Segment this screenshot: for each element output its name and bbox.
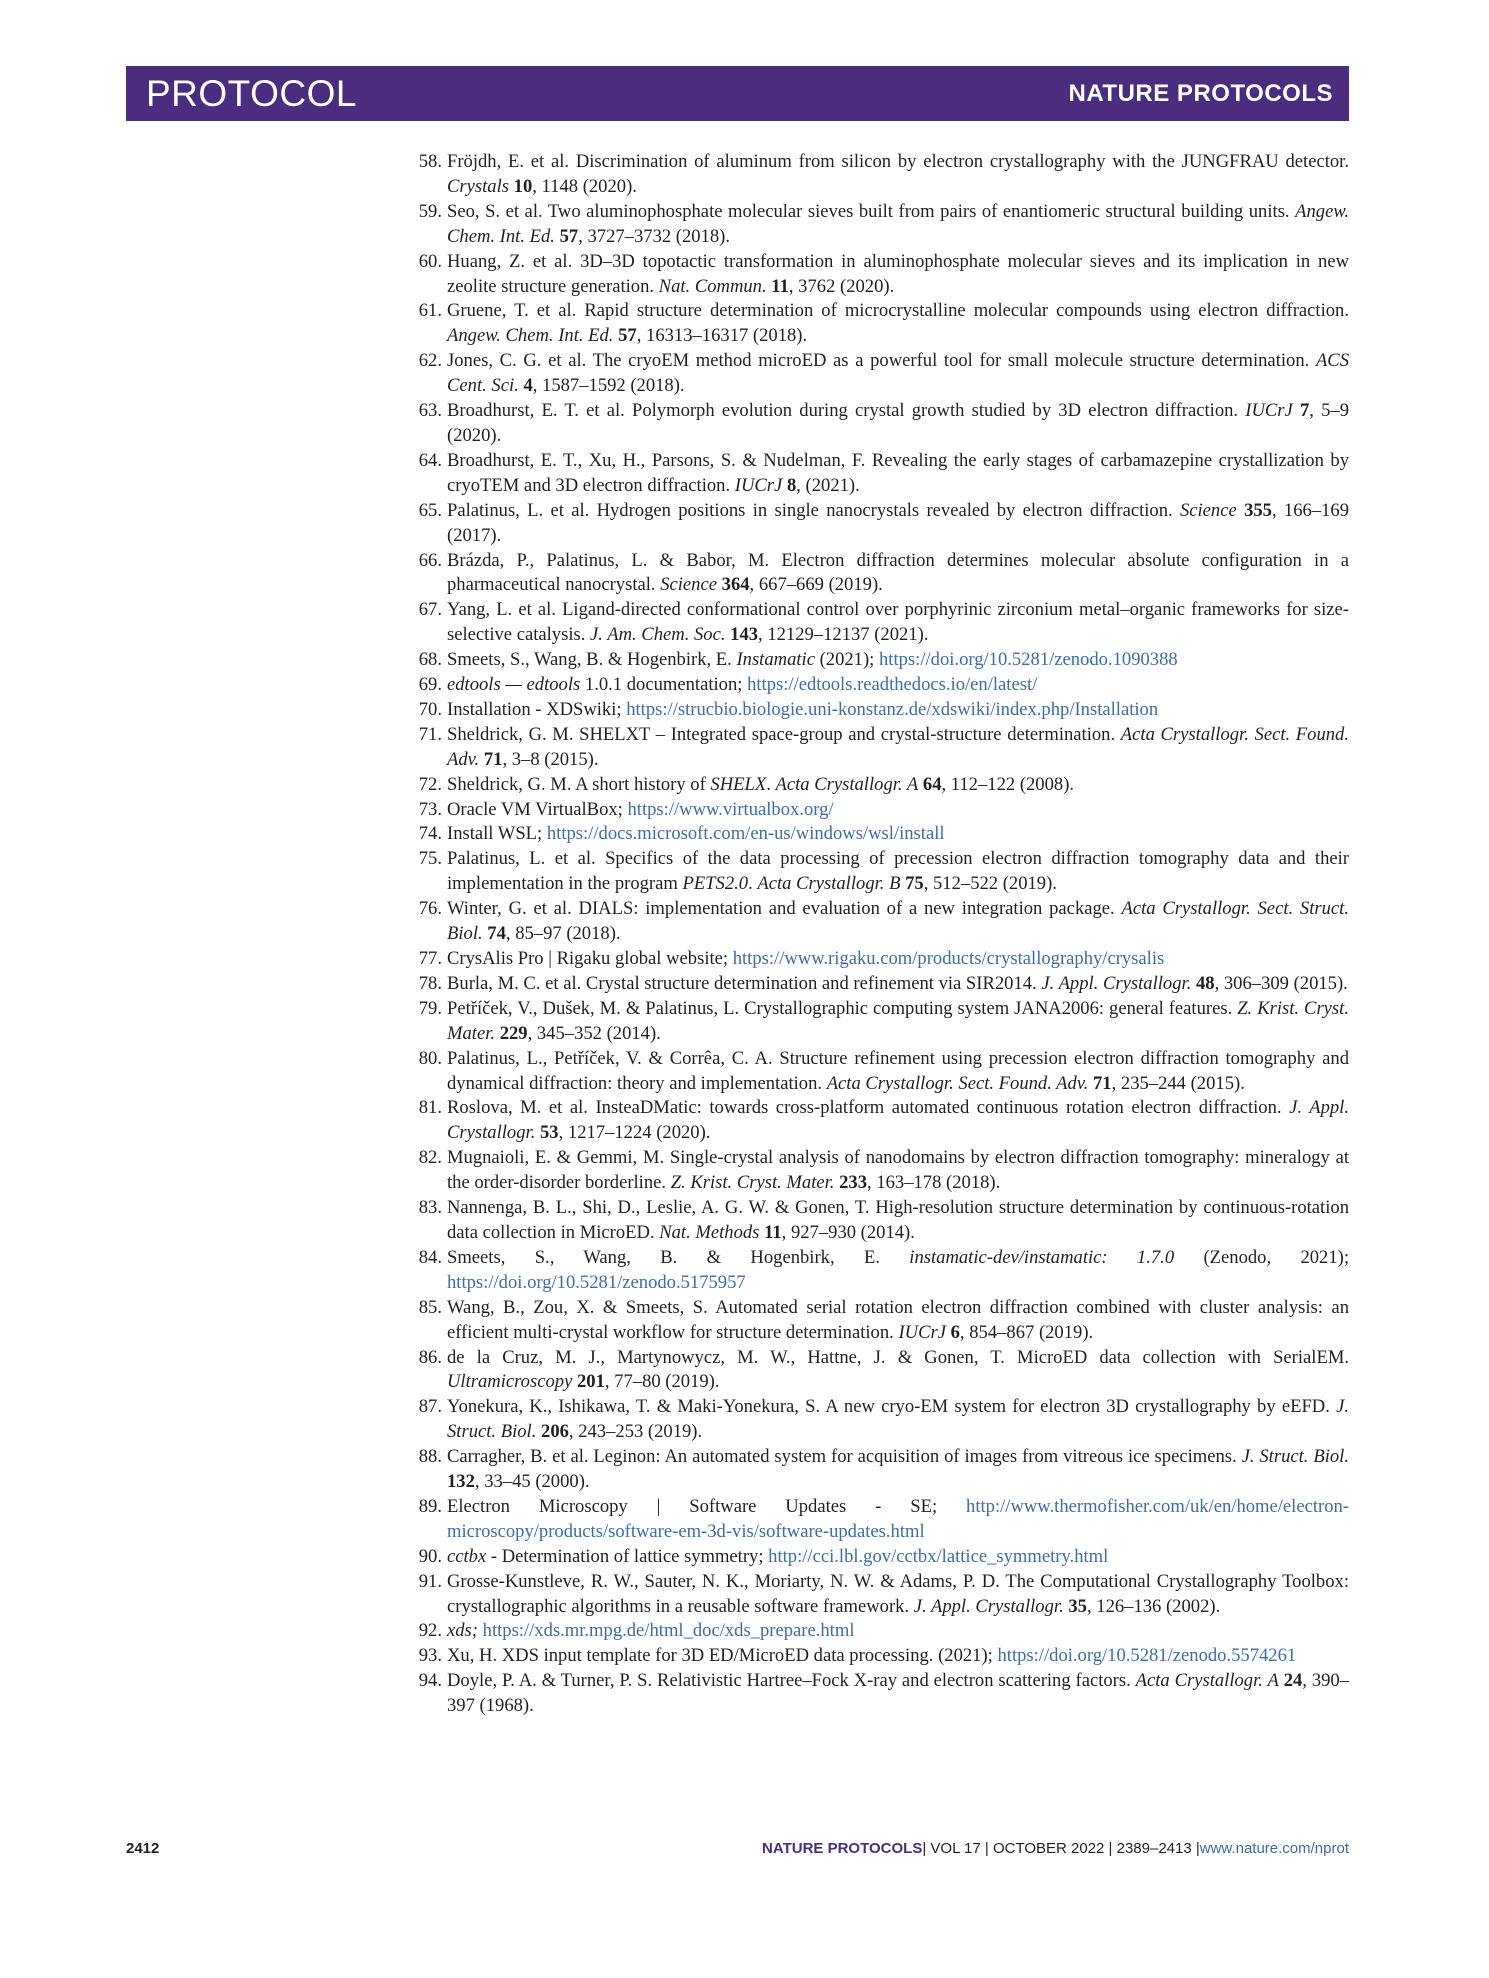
reference-text: Oracle VM VirtualBox; https://www.virtualbox.org/: [447, 798, 834, 820]
reference-item: [410, 1669, 1349, 1719]
reference-number: 66.: [418, 549, 442, 571]
reference-number: 61.: [418, 300, 442, 322]
reference-number: 58.: [418, 151, 442, 172]
reference-number: 76.: [418, 898, 442, 920]
reference-link[interactable]: http://www.thermofisher.com/uk/en/home/electron-microscopy/products/software-em-3d-vis/software-updates.html: [447, 1495, 1349, 1542]
reference-number: 89.: [418, 1495, 442, 1517]
footer-citation: [762, 1840, 1349, 1857]
footer-url[interactable]: www.nature.com/nprot: [1199, 1840, 1349, 1857]
reference-item: [410, 598, 1349, 648]
reference-text: Gruene, T. et al. Rapid structure determination of microcrystalline molecular compounds using electron diffraction. Angew. Chem. Int. Ed. 57, 16313–16317 (2018).: [447, 300, 1349, 347]
reference-text: Winter, G. et al. DIALS: implementation and evaluation of a new integration package. Acta Crystallogr. Sect. Struct. Biol. 74, 85–97 (2018).: [447, 898, 1349, 945]
reference-item: [410, 1570, 1349, 1620]
reference-text: Broadhurst, E. T. et al. Polymorph evolution during crystal growth studied by 3D electron diffraction. IUCrJ 7, 5–9 (2020).: [447, 400, 1350, 446]
reference-item: [410, 1495, 1349, 1545]
reference-text: Electron Microscopy | Software Updates - SE; http://www.thermofisher.com/uk/en/home/electron-microscopy/products/software-em-3d-vis/software-updates.html: [447, 1495, 1349, 1542]
reference-text: Broadhurst, E. T., Xu, H., Parsons, S. & Nudelman, F. Revealing the early stages of carbamazepine crystallization by cryoTEM and 3D electron diffraction. IUCrJ 8, (2021).: [447, 449, 1349, 496]
reference-item: [410, 947, 1349, 972]
reference-text: Seo, S. et al. Two aluminophosphate molecular sieves built from pairs of enantiomeric structural building units. Angew. Chem. Int. Ed. 57, 3727–3732 (2018).: [447, 200, 1349, 247]
reference-text: Xu, H. XDS input template for 3D ED/MicroED data processing. (2021); https://doi.org/10.5281/zenodo.5574261: [447, 1645, 1297, 1667]
reference-link[interactable]: https://www.virtualbox.org/: [627, 798, 834, 820]
reference-text: Brázda, P., Palatinus, L. & Babor, M. Electron diffraction determines molecular absolute configuration in a pharmaceutical nanocrystal. Science 364, 667–669 (2019).: [447, 549, 1349, 596]
journal-title: NATURE PROTOCOLS: [1068, 79, 1333, 107]
reference-number: 81.: [418, 1097, 442, 1119]
reference-text: Fröjdh, E. et al. Discrimination of aluminum from silicon by electron crystallography with the JUNGFRAU detector. Crystals 10, 1148 (2020).: [447, 151, 1349, 197]
reference-number: 93.: [418, 1645, 442, 1667]
reference-list: [410, 150, 1349, 1719]
reference-item: [410, 1246, 1349, 1296]
reference-item: [410, 399, 1349, 449]
reference-item: [410, 499, 1349, 549]
reference-text: Sheldrick, G. M. SHELXT – Integrated space-group and crystal-structure determination. Acta Crystallogr. Sect. Found. Adv. 71, 3–8 (2015).: [447, 723, 1349, 770]
reference-number: 78.: [418, 972, 442, 994]
reference-number: 67.: [418, 599, 442, 621]
reference-item: [410, 847, 1349, 897]
reference-text: CrysAlis Pro | Rigaku global website; https://www.rigaku.com/products/crystallography/crysalis: [447, 948, 1165, 969]
section-label: PROTOCOL: [146, 72, 357, 114]
reference-text: Yang, L. et al. Ligand-directed conformational control over porphyrinic zirconium metal–organic frameworks for size-selective catalysis. J. Am. Chem. Soc. 143, 12129–12137 (2021).: [447, 599, 1349, 646]
reference-number: 64.: [418, 449, 442, 471]
reference-number: 63.: [418, 400, 442, 422]
reference-item: [410, 150, 1349, 200]
reference-item: [410, 723, 1349, 773]
reference-link[interactable]: https://strucbio.biologie.uni-konstanz.de/xdswiki/index.php/Installation: [626, 698, 1159, 720]
reference-item: [410, 997, 1349, 1047]
page-header: [126, 66, 1349, 121]
reference-item: [410, 1146, 1349, 1196]
reference-item: [410, 250, 1349, 300]
reference-link[interactable]: https://www.rigaku.com/products/crystallography/crysalis: [732, 948, 1165, 969]
reference-link[interactable]: http://cci.lbl.gov/cctbx/lattice_symmetry.html: [768, 1545, 1109, 1567]
reference-item: [410, 1644, 1349, 1669]
reference-text: xds; https://xds.mr.mpg.de/html_doc/xds_prepare.html: [447, 1620, 855, 1642]
reference-number: 92.: [418, 1620, 442, 1642]
reference-number: 70.: [418, 698, 442, 720]
reference-number: 68.: [418, 649, 442, 671]
reference-number: 73.: [418, 798, 442, 820]
reference-text: Nannenga, B. L., Shi, D., Leslie, A. G. W. & Gonen, T. High-resolution structure determination by continuous-rotation data collection in MicroED. Nat. Methods 11, 927–930 (2014).: [447, 1197, 1349, 1243]
reference-link[interactable]: https://xds.mr.mpg.de/html_doc/xds_prepare.html: [482, 1620, 855, 1642]
page-footer: [126, 1840, 1349, 1862]
reference-text: Doyle, P. A. & Turner, P. S. Relativistic Hartree–Fock X-ray and electron scattering factors. Acta Crystallogr. A 24, 390–397 (1968).: [447, 1670, 1350, 1717]
reference-item: [410, 897, 1349, 947]
reference-text: de la Cruz, M. J., Martynowycz, M. W., Hattne, J. & Gonen, T. MicroED data collection with SerialEM. Ultramicroscopy 201, 77–80 (2019).: [447, 1346, 1349, 1393]
reference-item: [410, 1196, 1349, 1246]
reference-text: Burla, M. C. et al. Crystal structure determination and refinement via SIR2014. J. Appl. Crystallogr. 48, 306–309 (2015).: [447, 972, 1348, 994]
reference-text: Smeets, S., Wang, B. & Hogenbirk, E. instamatic-dev/instamatic: 1.7.0 (Zenodo, 2021); https://doi.org/10.5281/zenodo.5175957: [447, 1246, 1349, 1293]
reference-item: [410, 1346, 1349, 1396]
reference-item: [410, 773, 1349, 798]
page-number: 2412: [126, 1840, 160, 1857]
reference-number: 62.: [418, 350, 442, 372]
footer-details: | VOL 17 | OCTOBER 2022 | 2389–2413 |: [922, 1840, 1200, 1857]
reference-item: [410, 1445, 1349, 1495]
reference-number: 75.: [418, 848, 442, 870]
reference-number: 87.: [418, 1396, 442, 1418]
reference-item: [410, 1047, 1349, 1097]
reference-text: Mugnaioli, E. & Gemmi, M. Single-crystal analysis of nanodomains by electron diffraction tomography: mineralogy at the order-disorder borderline. Z. Krist. Cryst. Mater. 233, 163–178 (2018).: [447, 1147, 1349, 1194]
reference-number: 71.: [418, 723, 442, 745]
reference-number: 72.: [418, 773, 442, 795]
reference-number: 69.: [418, 674, 442, 696]
reference-number: 90.: [418, 1545, 442, 1567]
reference-item: [410, 822, 1349, 847]
reference-item: [410, 798, 1349, 823]
reference-link[interactable]: https://doi.org/10.5281/zenodo.5574261: [997, 1645, 1297, 1667]
reference-number: 79.: [418, 997, 442, 1019]
reference-link[interactable]: https://doi.org/10.5281/zenodo.5175957: [447, 1271, 746, 1293]
reference-number: 60.: [418, 250, 442, 272]
reference-item: [410, 1296, 1349, 1346]
reference-text: Roslova, M. et al. InsteaDMatic: towards cross-platform automated continuous rotation electron diffraction. J. Appl. Crystallogr. 53, 1217–1224 (2020).: [447, 1097, 1349, 1144]
reference-number: 88.: [418, 1446, 442, 1468]
reference-text: Grosse-Kunstleve, R. W., Sauter, N. K., Moriarty, N. W. & Adams, P. D. The Computational Crystallography Toolbox: crystallographic algorithms in a reusable software framework. J. Appl. Crystallogr. 35, 126–136 (2002).: [447, 1570, 1349, 1617]
reference-number: 82.: [418, 1147, 442, 1169]
reference-item: [410, 648, 1349, 673]
reference-number: 74.: [418, 823, 442, 845]
reference-number: 91.: [418, 1570, 442, 1592]
reference-item: [410, 549, 1349, 599]
reference-item: [410, 1545, 1349, 1570]
reference-number: 86.: [418, 1346, 442, 1368]
reference-item: [410, 449, 1349, 499]
reference-text: Yonekura, K., Ishikawa, T. & Maki-Yonekura, S. A new cryo-EM system for electron 3D crystallography by eEFD. J. Struct. Biol. 206, 243–253 (2019).: [447, 1396, 1349, 1443]
reference-text: Palatinus, L., Petříček, V. & Corrêa, C. A. Structure refinement using precession electron diffraction tomography and dynamical diffraction: theory and implementation. Acta Crystallogr. Sect. Found. Adv. 71, 235–244 (2015).: [447, 1047, 1349, 1094]
reference-text: Carragher, B. et al. Leginon: An automated system for acquisition of images from vitreous ice specimens. J. Struct. Biol. 132, 33–45 (2000).: [447, 1446, 1349, 1493]
reference-text: cctbx - Determination of lattice symmetry; http://cci.lbl.gov/cctbx/lattice_symmetry.html: [447, 1545, 1109, 1567]
reference-text: Wang, B., Zou, X. & Smeets, S. Automated serial rotation electron diffraction combined with cluster analysis: an efficient multi-crystal workflow for structure determination. IUCrJ 6, 854–867 (2019).: [447, 1296, 1349, 1343]
reference-item: [410, 698, 1349, 723]
reference-text: Petříček, V., Dušek, M. & Palatinus, L. Crystallographic computing system JANA2006: general features. Z. Krist. Cryst. Mater. 229, 345–352 (2014).: [447, 997, 1349, 1044]
reference-item: [410, 200, 1349, 250]
reference-text: edtools — edtools 1.0.1 documentation; https://edtools.readthedocs.io/en/latest/: [447, 674, 1038, 696]
reference-item: [410, 1096, 1349, 1146]
reference-number: 59.: [418, 200, 442, 222]
reference-link[interactable]: https://docs.microsoft.com/en-us/windows/wsl/install: [546, 823, 945, 845]
reference-item: [410, 299, 1349, 349]
reference-number: 83.: [418, 1197, 442, 1219]
reference-number: 80.: [418, 1047, 442, 1069]
reference-text: Sheldrick, G. M. A short history of SHELX. Acta Crystallogr. A 64, 112–122 (2008).: [447, 773, 1075, 795]
reference-item: [410, 1619, 1349, 1644]
reference-link[interactable]: https://edtools.readthedocs.io/en/latest/: [747, 674, 1038, 696]
reference-link[interactable]: https://doi.org/10.5281/zenodo.1090388: [879, 649, 1178, 671]
reference-text: Palatinus, L. et al. Specifics of the data processing of precession electron diffraction tomography data and their implementation in the program PETS2.0. Acta Crystallogr. B 75, 512–522 (2019).: [447, 848, 1349, 895]
footer-journal: NATURE PROTOCOLS: [762, 1840, 923, 1857]
reference-text: Installation - XDSwiki; https://strucbio.biologie.uni-konstanz.de/xdswiki/index.php/Installation: [447, 698, 1159, 720]
reference-number: 77.: [418, 948, 442, 969]
reference-item: [410, 349, 1349, 399]
reference-item: [410, 673, 1349, 698]
reference-text: Huang, Z. et al. 3D–3D topotactic transformation in aluminophosphate molecular sieves and its implication in new zeolite structure generation. Nat. Commun. 11, 3762 (2020).: [447, 250, 1349, 297]
reference-text: Jones, C. G. et al. The cryoEM method microED as a powerful tool for small molecule structure determination. ACS Cent. Sci. 4, 1587–1592 (2018).: [447, 350, 1349, 397]
reference-number: 65.: [418, 499, 442, 521]
reference-text: Smeets, S., Wang, B. & Hogenbirk, E. Instamatic (2021); https://doi.org/10.5281/zenodo.1090388: [447, 649, 1178, 671]
reference-number: 94.: [418, 1670, 442, 1692]
reference-number: 84.: [418, 1246, 442, 1268]
reference-item: [410, 972, 1349, 997]
reference-text: Install WSL; https://docs.microsoft.com/en-us/windows/wsl/install: [447, 823, 945, 845]
reference-text: Palatinus, L. et al. Hydrogen positions in single nanocrystals revealed by electron diffraction. Science 355, 166–169 (2017).: [447, 499, 1350, 546]
reference-item: [410, 1395, 1349, 1445]
reference-number: 85.: [418, 1296, 442, 1318]
